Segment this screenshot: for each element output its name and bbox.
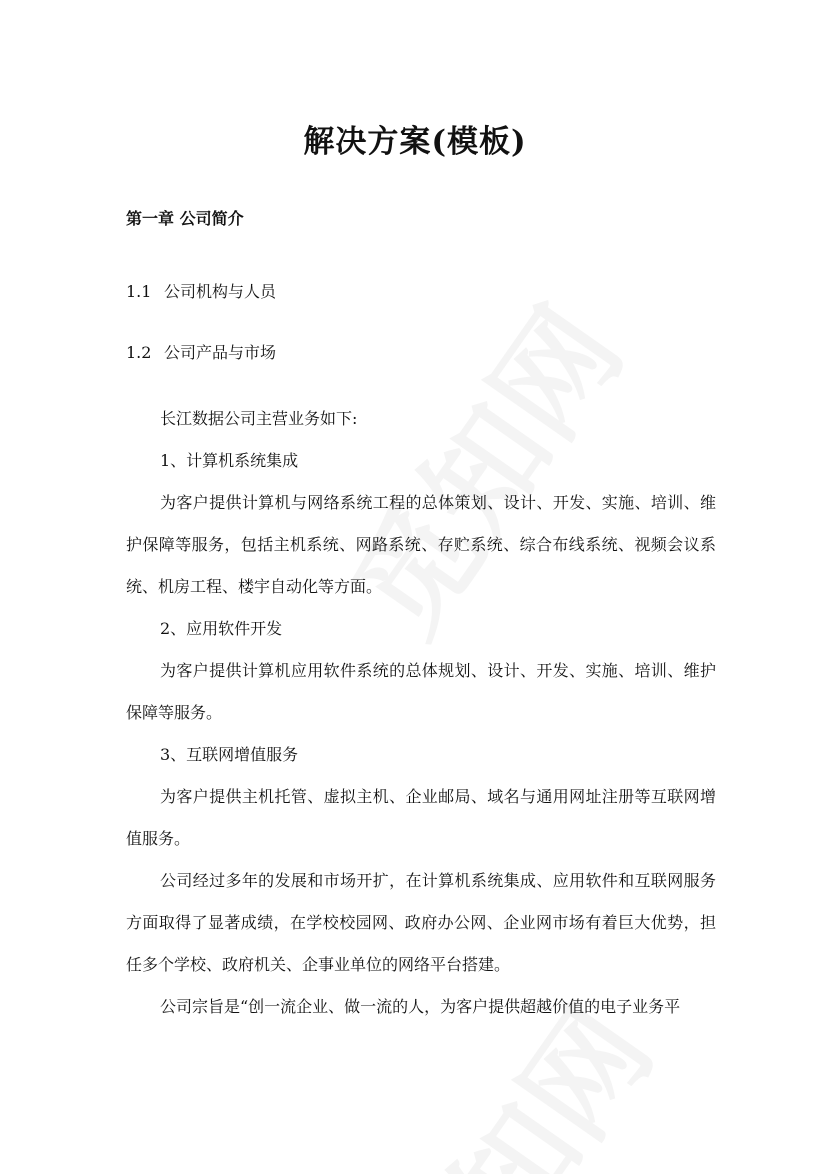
paragraph: 为客户提供计算机应用软件系统的总体规划、设计、开发、实施、培训、维护保障等服务。	[126, 661, 716, 722]
paragraph: 公司经过多年的发展和市场开扩，在计算机系统集成、应用软件和互联网服务方面取得了显著成绩，在学校校园网、政府办公网、企业网市场有着巨大优势，担任多个学校、政府机关、企事业单位的网络平台搭建。	[126, 871, 716, 974]
section-label: 公司机构与人员	[164, 282, 277, 301]
paragraph: 3、互联网增值服务	[160, 745, 299, 764]
paragraph: 为客户提供主机托管、虚拟主机、企业邮局、域名与通用网址注册等互联网增值服务。	[126, 787, 716, 848]
section-label: 公司产品与市场	[164, 343, 277, 362]
paragraph: 1、计算机系统集成	[160, 451, 299, 470]
document-title: 解决方案(模板)	[303, 124, 527, 160]
paragraph: 公司宗旨是“创一流企业、做一流的人，为客户提供超越价值的电子业务平	[160, 997, 681, 1016]
section-number: 1.1	[126, 282, 152, 301]
body-text	[126, 398, 716, 1028]
paragraph: 为客户提供计算机与网络系统工程的总体策划、设计、开发、实施、培训、维护保障等服务，包括主机系统、网路系统、存贮系统、综合布线系统、视频会议系统、机房工程、楼宇自动化等方面。	[126, 493, 716, 596]
paragraph: 2、应用软件开发	[160, 619, 283, 638]
chapter-heading: 第一章 公司简介	[126, 209, 244, 228]
paragraph: 长江数据公司主营业务如下:	[160, 409, 358, 428]
section-heading	[126, 340, 276, 363]
section-number: 1.2	[126, 343, 152, 362]
section-heading	[126, 279, 276, 302]
